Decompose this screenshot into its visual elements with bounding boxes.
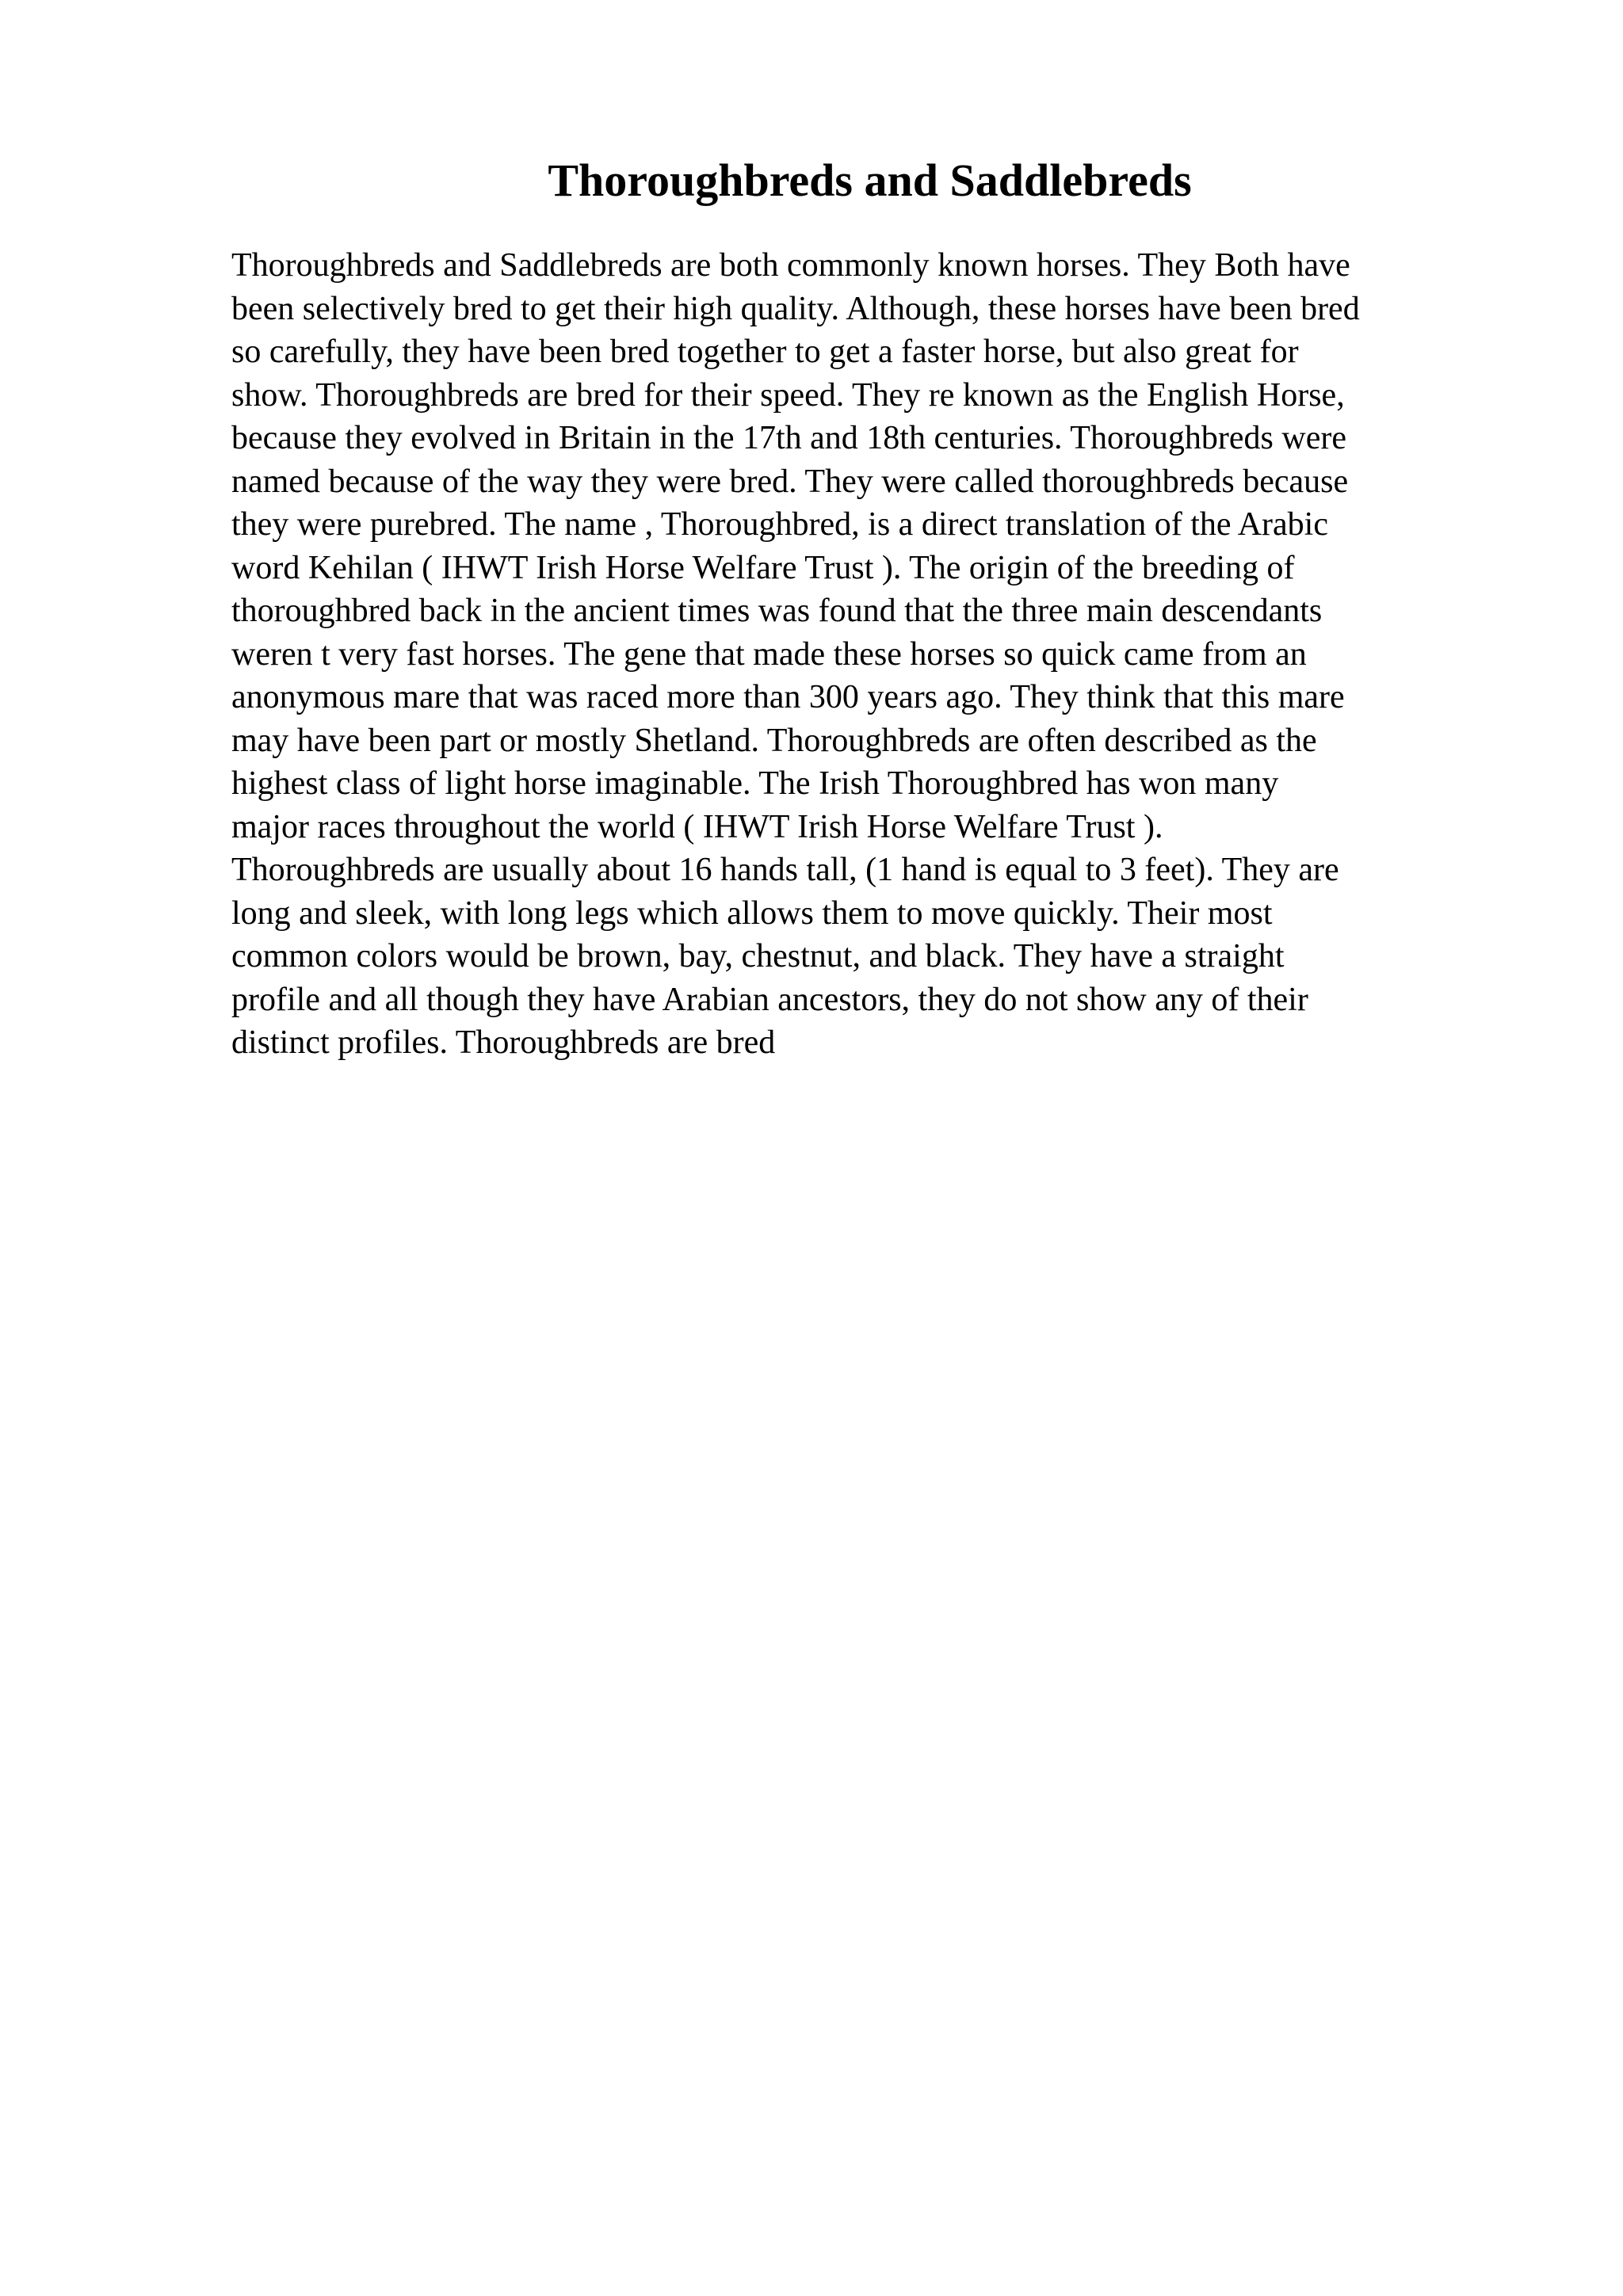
text-line: because they evolved in Britain in the 17th and 18th centuries. Thoroughbreds were xyxy=(231,420,1346,456)
text-line: highest class of light horse imaginable. The Irish Thoroughbred has won many xyxy=(231,765,1279,802)
text-line: may have been part or mostly Shetland. Thoroughbreds are often described as the xyxy=(231,722,1317,759)
text-line: they were purebred. The name , Thoroughbred, is a direct translation of the Arabic xyxy=(231,506,1328,543)
text-line: major races throughout the world ( IHWT Irish Horse Welfare Trust ). xyxy=(231,808,1163,845)
text-line: thoroughbred back in the ancient times was found that the three main descendants xyxy=(231,593,1323,629)
text-line: word Kehilan ( IHWT Irish Horse Welfare Trust ). The origin of the breeding of xyxy=(231,549,1295,586)
text-line: Thoroughbreds and Saddlebreds are both commonly known horses. They Both have xyxy=(231,247,1350,284)
text-line: weren t very fast horses. The gene that made these horses so quick came from an xyxy=(231,635,1307,673)
text-line: common colors would be brown, bay, chestnut, and black. They have a straight xyxy=(231,938,1285,974)
text-line: Thoroughbreds are usually about 16 hands tall, (1 hand is equal to 3 feet). They are xyxy=(231,852,1339,888)
text-line: show. Thoroughbreds are bred for their speed. They re known as the English Horse, xyxy=(231,376,1345,414)
text-line: named because of the way they were bred. They were called thoroughbreds because xyxy=(231,463,1349,500)
document-body xyxy=(231,244,1579,1065)
text-line: long and sleek, with long legs which allows them to move quickly. Their most xyxy=(231,894,1273,932)
text-line: anonymous mare that was raced more than 300 years ago. They think that this mare xyxy=(231,679,1345,715)
document-title: Thoroughbreds and Saddlebreds xyxy=(548,154,1192,206)
text-line: been selectively bred to get their high quality. Although, these horses have been bred xyxy=(231,290,1360,327)
text-line: profile and all though they have Arabian ancestors, they do not show any of their xyxy=(231,981,1308,1018)
text-line: so carefully, they have been bred together to get a faster horse, but also great for xyxy=(231,334,1299,370)
text-line: distinct profiles. Thoroughbreds are bred xyxy=(231,1024,776,1061)
